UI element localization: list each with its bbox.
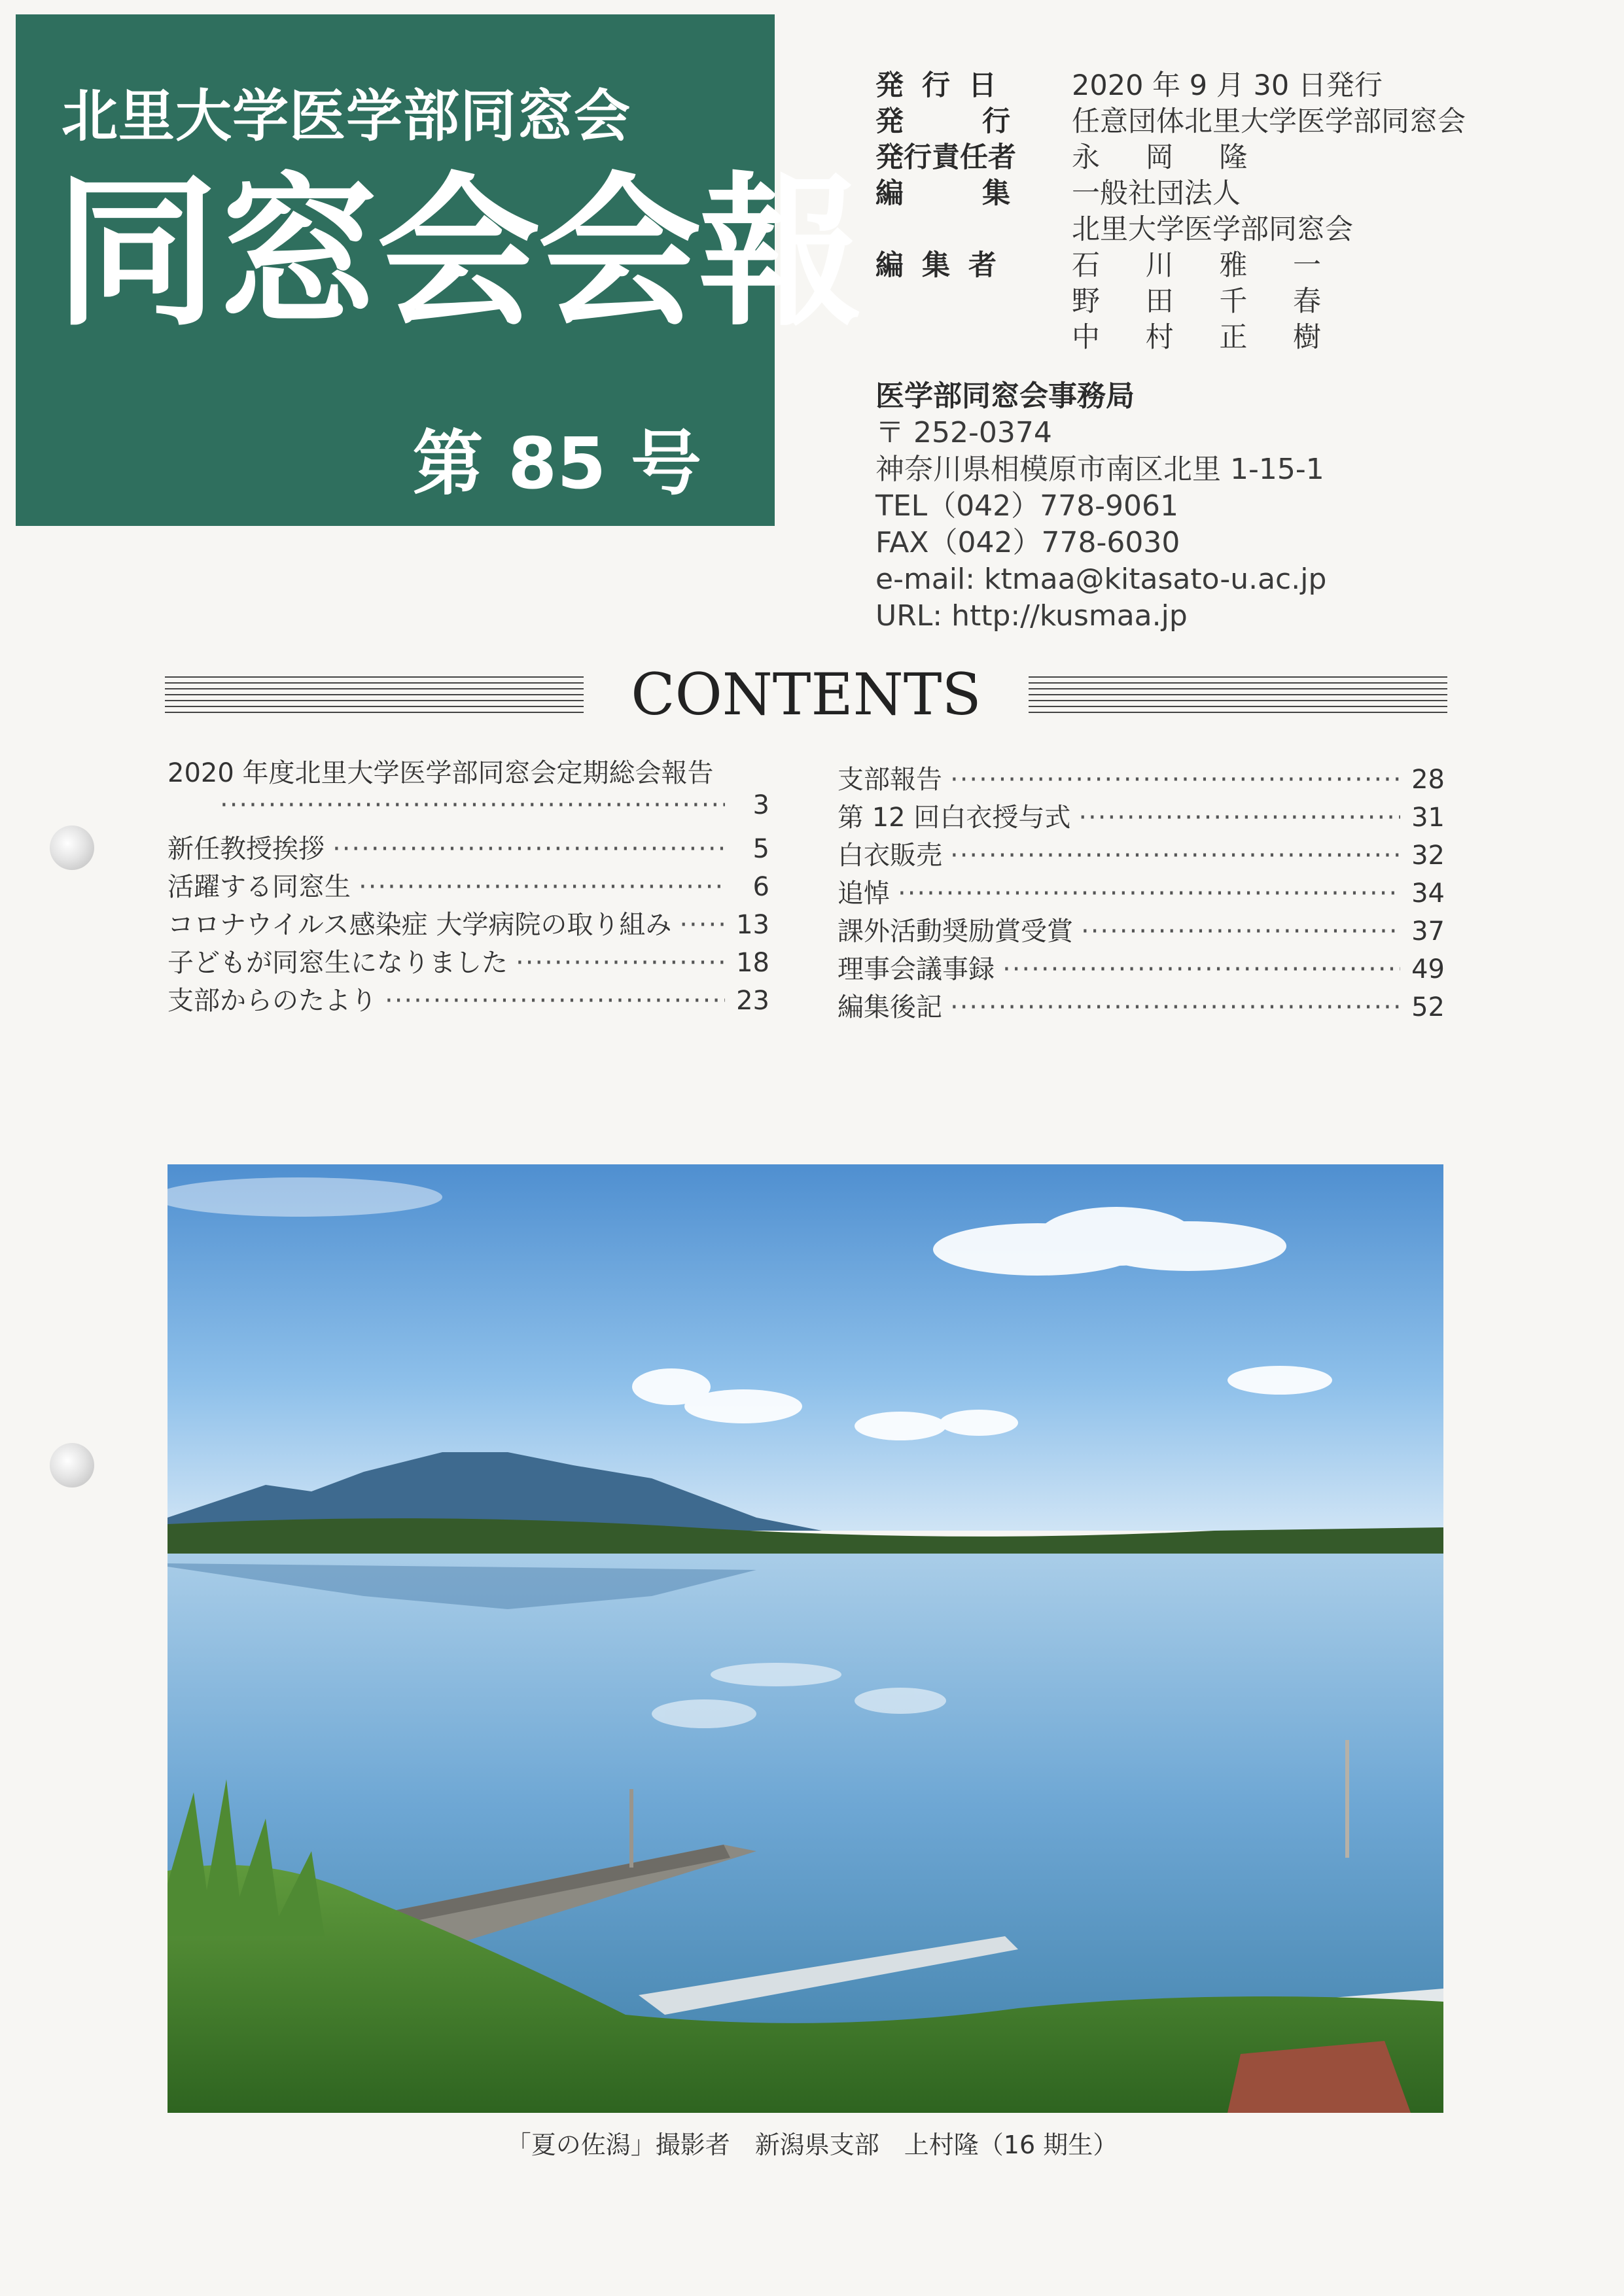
info-row-editors-3 <box>875 320 1466 356</box>
toc-item-page: 31 <box>1411 803 1445 833</box>
info-label <box>875 320 1039 356</box>
toc-item-page: 28 <box>1411 765 1445 795</box>
toc-leader <box>220 790 725 820</box>
toc-item-page: 34 <box>1411 878 1445 909</box>
toc-leader <box>1002 954 1400 984</box>
toc-item-page: 13 <box>736 910 769 940</box>
toc-item[interactable] <box>838 759 1445 797</box>
organization-name: 北里大学医学部同窓会 <box>62 84 631 149</box>
toc-leader <box>1078 803 1400 833</box>
info-label: 編集者 <box>875 249 1015 282</box>
toc-item[interactable] <box>838 986 1445 1024</box>
toc-leader <box>1081 916 1400 947</box>
toc-right-column <box>838 759 1445 1024</box>
toc-item[interactable] <box>168 828 769 866</box>
office-contact <box>875 378 1326 635</box>
toc-item[interactable] <box>168 942 769 980</box>
toc-leader <box>332 834 725 864</box>
toc-item-page: 5 <box>752 834 769 864</box>
toc-item-page: 32 <box>1411 841 1445 871</box>
info-value: 永 岡 隆 <box>1072 141 1266 174</box>
info-label <box>875 212 1039 248</box>
toc-item-title: 追悼 <box>838 878 890 909</box>
info-value: 石 川 雅 一 <box>1072 249 1340 282</box>
office-tel: TEL（042）778-9061 <box>875 489 1179 523</box>
toc-item[interactable] <box>838 948 1445 986</box>
office-heading: 医学部同窓会事務局 <box>875 379 1135 413</box>
toc-item-page: 52 <box>1411 992 1445 1022</box>
photo-caption: 「夏の佐潟」撮影者 新潟県支部 上村隆（16 期生） <box>506 2131 1118 2159</box>
toc-item-title: 活躍する同窓生 <box>168 872 351 902</box>
lake-landscape-image <box>168 1164 1443 2113</box>
info-value: 任意団体北里大学医学部同窓会 <box>1072 105 1466 138</box>
info-row-editors <box>875 248 1466 284</box>
decorative-rule-right <box>1029 676 1447 716</box>
toc-leader <box>516 948 725 978</box>
toc-leader <box>950 992 1400 1022</box>
office-email[interactable]: e-mail: ktmaa@kitasato-u.ac.jp <box>875 563 1327 596</box>
info-label <box>875 284 1039 320</box>
toc-item[interactable] <box>168 790 769 828</box>
toc-item-title: 子どもが同窓生になりました <box>168 948 508 978</box>
info-value: 2020 年 9 月 30 日発行 <box>1072 69 1383 102</box>
info-row-publish-date <box>875 68 1466 104</box>
contents-heading: CONTENTS <box>631 661 981 728</box>
toc-item[interactable] <box>168 866 769 904</box>
contents-header <box>165 654 1447 733</box>
toc-left-column <box>168 752 769 1018</box>
toc-item-page: 49 <box>1411 954 1445 984</box>
info-label: 発行責任者 <box>875 141 1016 174</box>
toc-leader <box>950 765 1400 795</box>
toc-item-page: 3 <box>752 790 769 820</box>
toc-leader <box>679 910 725 940</box>
toc-item[interactable] <box>168 980 769 1018</box>
toc-item-title: 2020 年度北里大学医学部同窓会定期総会報告 <box>168 758 714 788</box>
toc-item-page: 37 <box>1411 916 1445 947</box>
issue-number: 第 85 号 <box>412 423 701 505</box>
info-label: 発行 <box>875 105 1089 138</box>
info-row-editor-cont <box>875 212 1466 248</box>
toc-item-title: 白衣販売 <box>838 841 942 871</box>
toc-leader <box>898 878 1400 909</box>
newsletter-title: 同窓会会報 <box>55 158 860 348</box>
toc-item-title: 理事会議事録 <box>838 954 995 984</box>
toc-item-title: 課外活動奨励賞受賞 <box>838 916 1073 947</box>
info-label: 編集 <box>875 177 1089 210</box>
toc-item-page: 23 <box>736 986 769 1016</box>
toc-item-title: コロナウイルス感染症 大学病院の取り組み <box>168 910 672 940</box>
binder-hole-bottom <box>50 1443 94 1487</box>
info-value: 北里大学医学部同窓会 <box>1072 213 1353 246</box>
info-row-publisher <box>875 104 1466 140</box>
info-value: 一般社団法人 <box>1072 177 1241 210</box>
toc-item[interactable] <box>168 752 769 790</box>
toc-item[interactable] <box>838 873 1445 911</box>
toc-item-title: 支部報告 <box>838 765 942 795</box>
info-row-editor <box>875 176 1466 212</box>
office-fax: FAX（042）778-6030 <box>875 526 1180 559</box>
publication-info <box>875 68 1466 356</box>
masthead <box>16 14 860 526</box>
toc-item-title: 新任教授挨拶 <box>168 834 325 864</box>
toc-item[interactable] <box>838 911 1445 948</box>
toc-item-title: 編集後記 <box>838 992 942 1022</box>
info-row-editors-2 <box>875 284 1466 320</box>
binder-hole-top <box>50 826 94 870</box>
toc-item[interactable] <box>838 797 1445 835</box>
toc-item-title: 第 12 回白衣授与式 <box>838 803 1071 833</box>
cover-photo-lake <box>168 1164 1443 2113</box>
toc-item[interactable] <box>838 835 1445 873</box>
office-postal: 〒 252-0374 <box>875 416 1052 449</box>
info-value: 野 田 千 春 <box>1072 285 1340 318</box>
info-row-responsible <box>875 140 1466 176</box>
office-address: 神奈川県相模原市南区北里 1-15-1 <box>875 453 1324 486</box>
info-label: 発行日 <box>875 69 1015 102</box>
office-url[interactable]: URL: http://kusmaa.jp <box>875 599 1188 633</box>
toc-leader <box>385 986 725 1016</box>
toc-leader <box>359 872 725 902</box>
toc-item[interactable] <box>168 904 769 942</box>
toc-leader <box>950 841 1400 871</box>
info-value: 中 村 正 樹 <box>1072 321 1340 354</box>
toc-item-page: 6 <box>752 872 769 902</box>
toc-item-title: 支部からのたより <box>168 986 377 1016</box>
toc-item-page: 18 <box>736 948 769 978</box>
